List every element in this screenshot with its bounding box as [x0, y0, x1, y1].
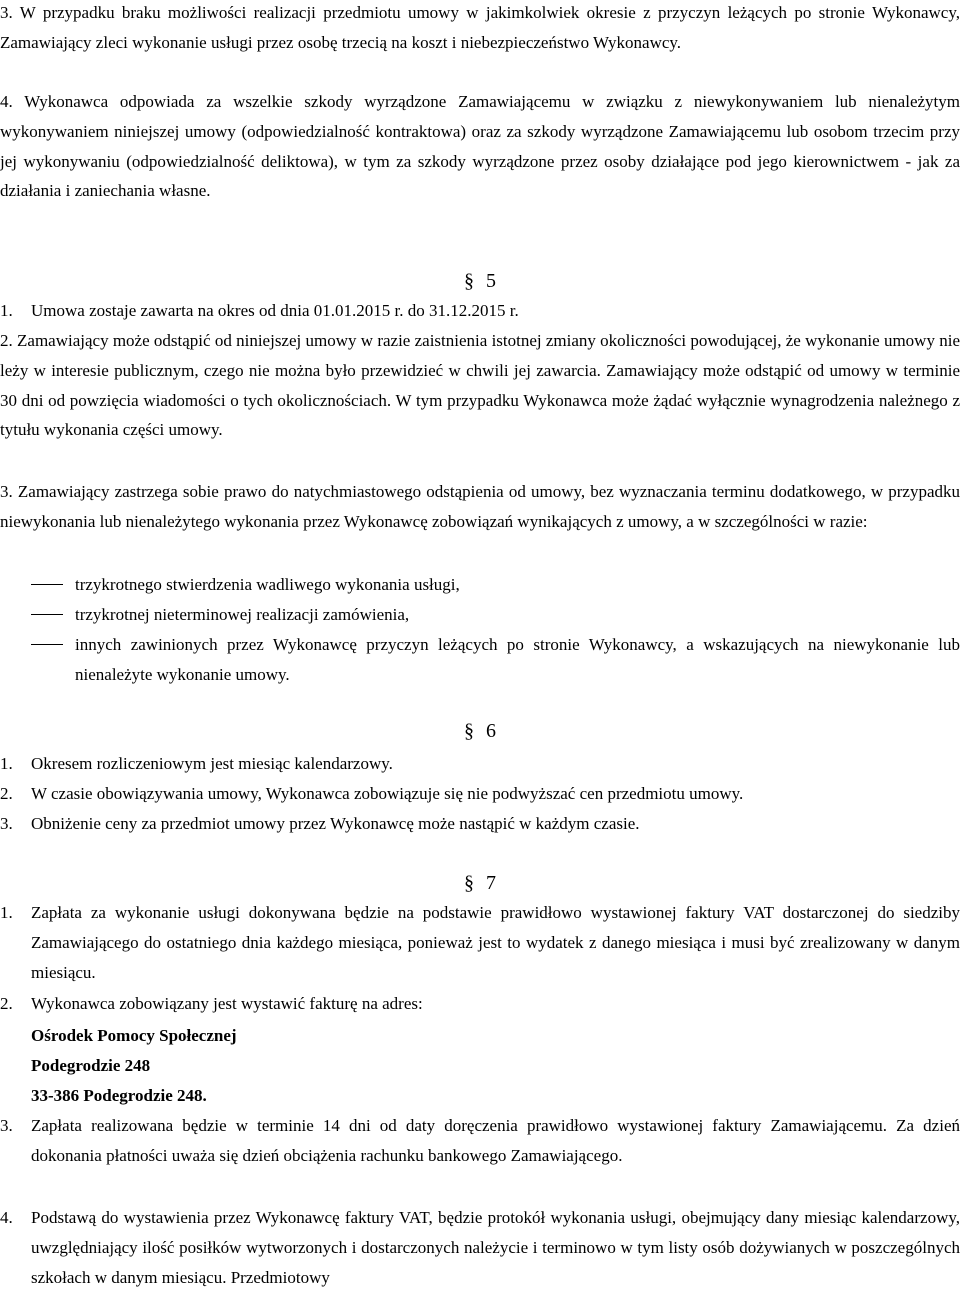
- point-text: W czasie obowiązywania umowy, Wykonawca zobowiązuje się nie podwyższać cen przedmiotu umowy.: [31, 784, 744, 803]
- point-text: Umowa zostaje zawarta na okres od dnia 01.01.2015 r. do 31.12.2015 r.: [31, 301, 519, 320]
- paragraph-s5-3: [0, 477, 960, 537]
- section-symbol: §: [464, 872, 474, 894]
- section-heading-7: [464, 868, 496, 898]
- list-item-text: trzykrotnej nieterminowej realizacji zamówienia,: [75, 605, 410, 624]
- paragraph-s6-1: [0, 749, 960, 779]
- list-item-text: innych zawinionych przez Wykonawcę przyczyn leżących po stronie Wykonawcy, a wskazujących na niewykonanie lub nienależyte wykonanie umowy.: [75, 635, 960, 684]
- paragraph-s6-3: [0, 809, 960, 839]
- point-number: 1.: [0, 301, 13, 320]
- point-number: 3.: [0, 1116, 13, 1135]
- section-number: 7: [486, 872, 496, 894]
- section-heading-6: [464, 716, 496, 746]
- point-number: 4.: [0, 92, 13, 111]
- point-text: Okresem rozliczeniowym jest miesiąc kalendarzowy.: [31, 754, 393, 773]
- paragraph-point-4: [0, 87, 960, 206]
- paragraph-s7-1: [0, 898, 960, 987]
- paragraph-s5-2: [0, 326, 960, 445]
- point-text: Podstawą do wystawienia przez Wykonawcę faktury VAT, będzie protokół wykonania usługi, obejmujący dany miesiąc kalendarzowy, uwzględniający ilość posiłków wytworzonych i dostarczonych należycie i terminowo w tym listy osób dożywianych w poszczególnych szkołach w danym miesiącu. Przedmiotowy: [31, 1208, 960, 1287]
- point-text: Zamawiający może odstąpić od niniejszej umowy w razie zaistnienia istotnej zmiany okoliczności powodującej, że wykonanie umowy nie leży w interesie publicznym, czego nie można było przewidzieć w chwili jej zawarcia. Zamawiający może odstąpić od umowy w terminie 30 dni od powzięcia wiadomości o tych okolicznościach. W tym przypadku Wykonawca może żądać wyłącznie wynagrodzenia należnego z tytułu wykonania części umowy.: [0, 331, 960, 440]
- point-number: 2.: [0, 784, 13, 803]
- paragraph-s5-1: [0, 296, 960, 326]
- address-line-3: 33-386 Podegrodzie 248.: [31, 1086, 207, 1105]
- paragraph-point-3: [0, 0, 960, 58]
- point-text: Obniżenie ceny za przedmiot umowy przez Wykonawcę może nastąpić w każdym czasie.: [31, 814, 640, 833]
- dash-bullet: [31, 584, 63, 585]
- paragraph-s7-4: [0, 1203, 960, 1292]
- address-line-2: Podegrodzie 248: [31, 1056, 151, 1075]
- paragraph-s6-2: [0, 779, 960, 809]
- section-symbol: §: [464, 720, 474, 742]
- point-text: Wykonawca odpowiada za wszelkie szkody wyrządzone Zamawiającemu w związku z niewykonywaniem lub nienależytym wykonywaniem niniejszej umowy (odpowiedzialność kontraktowa) oraz za szkody wyrządzone Zamawiającemu lub osobom trzecim przy jej wykonywaniu (odpowiedzialność deliktowa), w tym za szkody wyrządzone przez osoby działające pod jego kierownictwem - jak za działania i zaniechania własne.: [0, 92, 960, 201]
- list-item: [0, 570, 960, 600]
- list-item-text: trzykrotnego stwierdzenia wadliwego wykonania usługi,: [75, 575, 460, 594]
- point-number: 2.: [0, 331, 13, 350]
- section-number: 5: [486, 270, 496, 292]
- point-number: 4.: [0, 1208, 13, 1227]
- point-number: 3.: [0, 3, 13, 22]
- point-text: Wykonawca zobowiązany jest wystawić fakturę na adres:: [31, 994, 423, 1013]
- section-symbol: §: [464, 270, 474, 292]
- point-text: Zapłata realizowana będzie w terminie 14 dni od daty doręczenia prawidłowo wystawionej faktury Zamawiającemu. Za dzień dokonania płatności uważa się dzień obciążenia rachunku bankowego Zamawiającego.: [31, 1116, 960, 1165]
- dash-bullet: [31, 614, 63, 615]
- paragraph-s7-2: [0, 989, 960, 1019]
- point-number: 3.: [0, 814, 13, 833]
- point-number: 1.: [0, 903, 13, 922]
- list-item: [0, 600, 960, 630]
- point-text: Zamawiający zastrzega sobie prawo do natychmiastowego odstąpienia od umowy, bez wyznaczania terminu dodatkowego, w przypadku niewykonania lub nienależytego wykonania przez Wykonawcę zobowiązań wynikających z umowy, a w szczególności w razie:: [0, 482, 960, 531]
- dash-bullet: [31, 644, 63, 645]
- point-text: Zapłata za wykonanie usługi dokonywana będzie na podstawie prawidłowo wystawionej faktury VAT dostarczonej do siedziby Zamawiającego do ostatniego dnia każdego miesiąca, ponieważ jest to wydatek z danego miesiąca i musi być zrealizowany w danym miesiącu.: [31, 903, 960, 982]
- point-number: 2.: [0, 994, 13, 1013]
- point-number: 1.: [0, 754, 13, 773]
- section-number: 6: [486, 720, 496, 742]
- paragraph-s7-3: [0, 1111, 960, 1171]
- list-item: [0, 630, 960, 690]
- section-heading-5: [464, 266, 496, 296]
- point-text: W przypadku braku możliwości realizacji przedmiotu umowy w jakimkolwiek okresie z przyczyn leżących po stronie Wykonawcy, Zamawiający zleci wykonanie usługi przez osobę trzecią na koszt i niebezpieczeństwo Wykonawcy.: [0, 3, 960, 52]
- address-line-1: Ośrodek Pomocy Społecznej: [31, 1026, 237, 1045]
- point-number: 3.: [0, 482, 13, 501]
